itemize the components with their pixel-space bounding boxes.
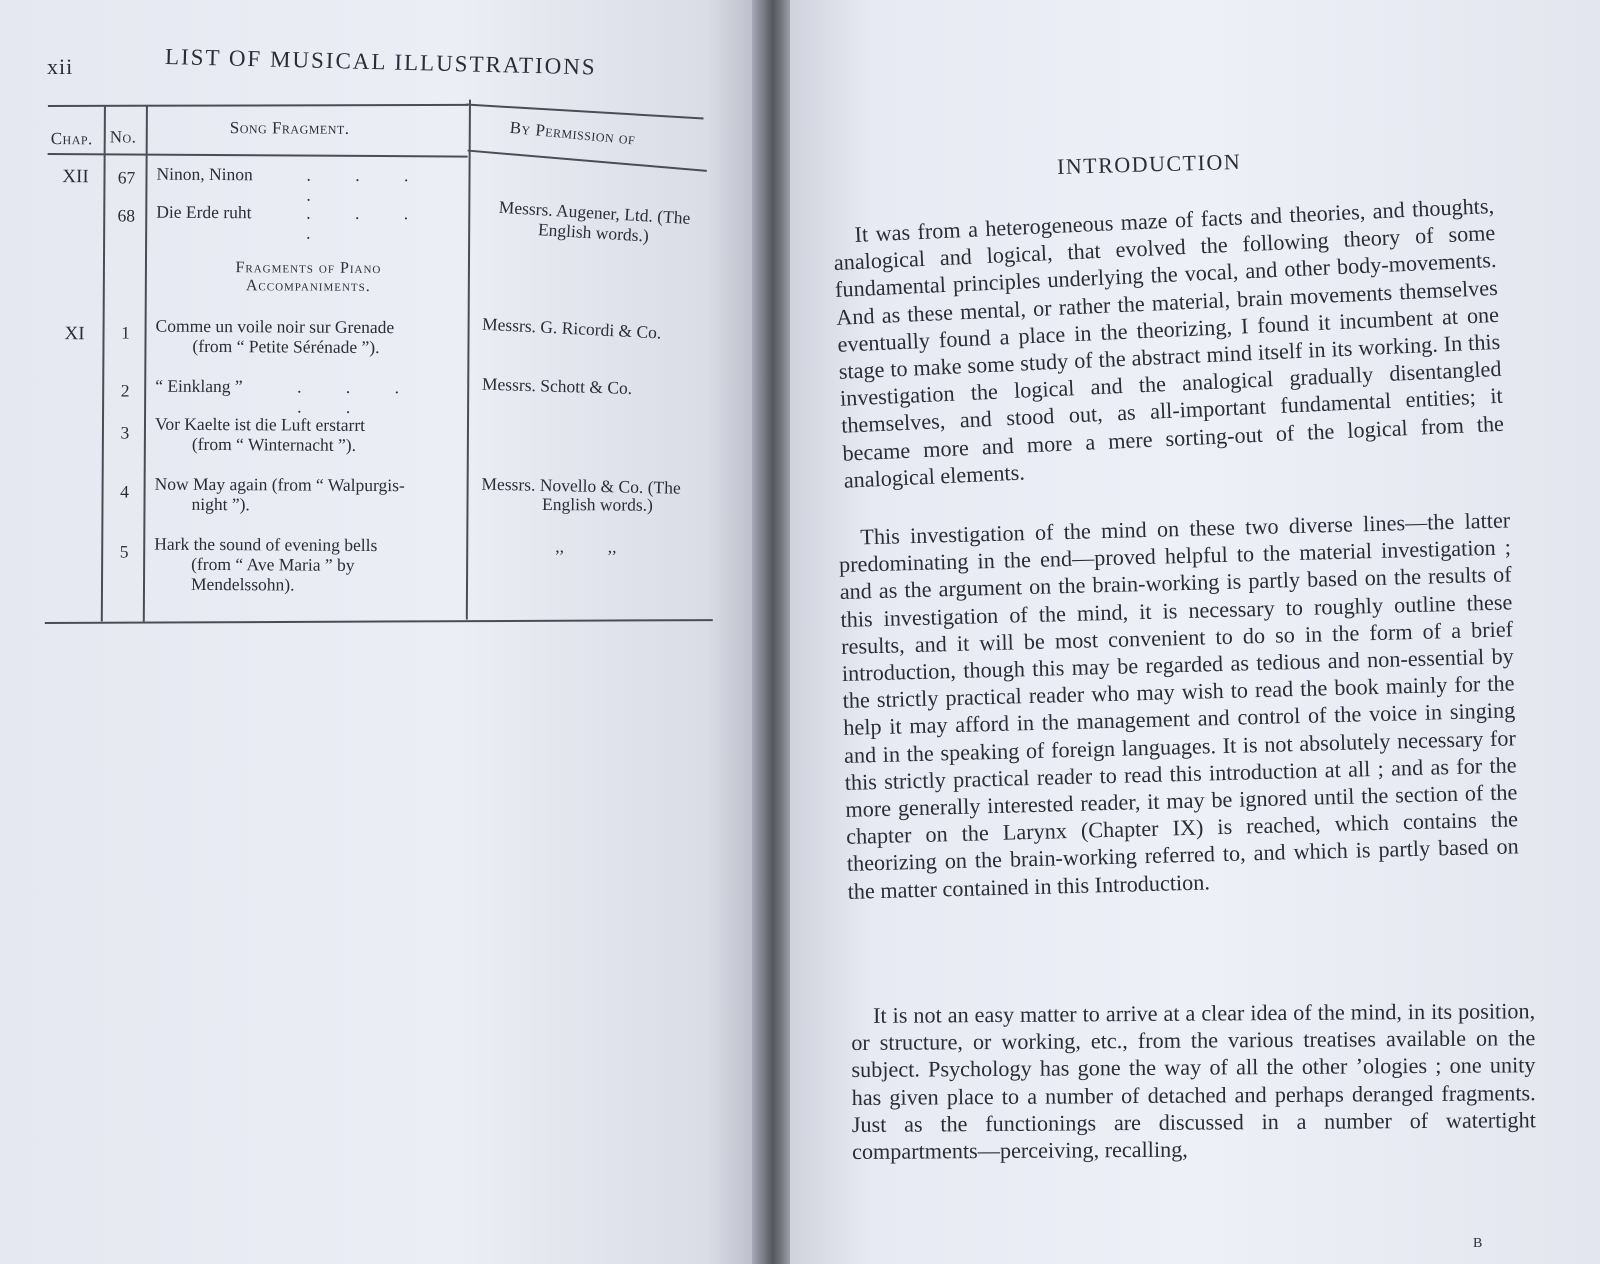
row-p1-chapter: XI <box>64 323 85 345</box>
row-67-title <box>156 163 461 205</box>
row-67-chapter: XII <box>62 166 89 188</box>
row-p4-permission-line2: English words.) <box>542 494 653 515</box>
row-p5-title-line3: Mendelssohn). <box>190 573 295 595</box>
row-67-leader-dots: . . . . <box>306 164 429 205</box>
row-p3-title: Vor Kaelte ist die Luft erstarrt <box>154 413 366 435</box>
row-p3-number: 3 <box>120 422 130 443</box>
paragraph-3-text: It is not an easy matter to arrive at a clear idea of the mind, in its position, or structure, or working, etc., from the various treatises available on the subject. Psychology has gone the way of all the other ’ologies ; one unity has given place to a number of detached and perhaps deranged fragments. Just as the functionings are discussed in a number of watertight compartments—perceiving, recalling, <box>851 998 1536 1165</box>
row-p2-title <box>155 375 460 417</box>
header-bottom-rule-right <box>468 150 707 172</box>
row-p5-permission-ditto: ,, ,, <box>555 536 617 557</box>
header-chapter: Chap. <box>50 129 93 149</box>
paragraph-1-text: It was from a heterogeneous maze of facts and theories, and thoughts, analogical and logical, that evolved the following theory of some fundamental principles underlying the vocal, and other body-movements. And as these mental, or rather the material, brain movements themselves eventually found a place in the theorizing, I found it incumbent at one stage to make some study of the abstract mind itself in its working. In this investigation the logical and the analogical gradually disentangled themselves, and stood out, as all-important fundamental entities; it became more and more a mere sorting-out of the logical from the analogical elements. <box>833 192 1505 493</box>
paragraph-3 <box>851 997 1536 1165</box>
paragraph-2-text: This investigation of the mind on these two diverse lines—the latter predominating in the end—proved helpful to the material investigation ; and as the argument on the brain-working is partly based on the results of this investigation of the mind, it is necessary to roughly outline these results, and it will be most convenient to do so in the form of a brief introduction, though this may be regarded as tedious and non-essential by the strictly practical reader who may wish to read the book mainly for the help it may afford in the management and control of the voice in singing and in the speaking of foreign languages. It is not absolutely necessary for this strictly practical reader to read this introduction at all ; and as for the more generally interested reader, it may be ignored until the section of the chapter on the Larynx (Chapter IX) is reached, which contains the theorizing on the brain-working referred to, and which is partly based on the matter contained in this Introduction. <box>838 507 1519 904</box>
column-rule-3 <box>466 100 471 620</box>
row-p1-number: 1 <box>121 322 130 343</box>
header-song-fragment: Song Fragment. <box>229 118 350 138</box>
row-67-title-text: Ninon, Ninon <box>156 163 253 185</box>
row-p1-title: Comme un voile noir sur Grenade <box>155 315 395 338</box>
row-p2-number: 2 <box>120 380 130 401</box>
header-bottom-rule <box>48 153 468 157</box>
header-permission: By Permission of <box>508 117 637 149</box>
row-p4-number: 4 <box>120 481 130 502</box>
row-p4-permission: Messrs. Novello & Co. (The <box>481 473 681 498</box>
chapter-title: INTRODUCTION <box>1056 148 1242 179</box>
row-p4-title-line2: night ”). <box>191 493 250 515</box>
row-68-title <box>156 201 461 243</box>
running-head: LIST OF MUSICAL ILLUSTRATIONS <box>164 44 597 80</box>
paragraph-1-indent <box>833 242 855 243</box>
row-67-number: 67 <box>117 167 136 188</box>
table-bottom-rule <box>45 619 713 624</box>
table-top-rule <box>48 104 468 107</box>
header-number: No. <box>109 127 137 147</box>
signature-mark: B <box>1473 1236 1484 1251</box>
illustrations-table <box>45 95 723 634</box>
row-p1-title-line2: (from “ Petite Sérénade ”). <box>192 335 380 358</box>
row-68-number: 68 <box>117 205 136 226</box>
row-p5-title: Hark the sound of evening bells <box>154 533 378 556</box>
paragraph-2-indent <box>839 544 861 545</box>
row-p5-number: 5 <box>119 541 129 562</box>
row-68-permission: Messrs. Augener, Ltd. (The English words.) <box>498 196 691 246</box>
row-p1-permission: Messrs. G. Ricordi & Co. <box>481 313 662 343</box>
row-68-title-text: Die Erde ruht <box>156 201 252 223</box>
row-68-leader-dots: . . . . <box>306 202 429 243</box>
page-folio: xii <box>47 54 74 79</box>
section-heading-line1: Fragments of Piano <box>235 259 382 278</box>
paragraph-1 <box>832 192 1506 494</box>
row-p4-title: Now May again (from “ Walpurgis- <box>154 473 405 496</box>
row-p5-title-line2: (from “ Ave Maria ” by <box>191 553 355 575</box>
paragraph-2 <box>838 506 1520 904</box>
row-p2-permission: Messrs. Schott & Co. <box>481 373 633 398</box>
row-p2-title-text: “ Einklang ” <box>155 375 243 397</box>
row-p2-leader-dots: . . . . . <box>297 376 420 417</box>
section-heading-line2: Accompaniments. <box>245 277 371 295</box>
table-top-rule-right <box>466 104 704 120</box>
row-p3-title-line2: (from “ Winternacht ”). <box>191 433 357 455</box>
